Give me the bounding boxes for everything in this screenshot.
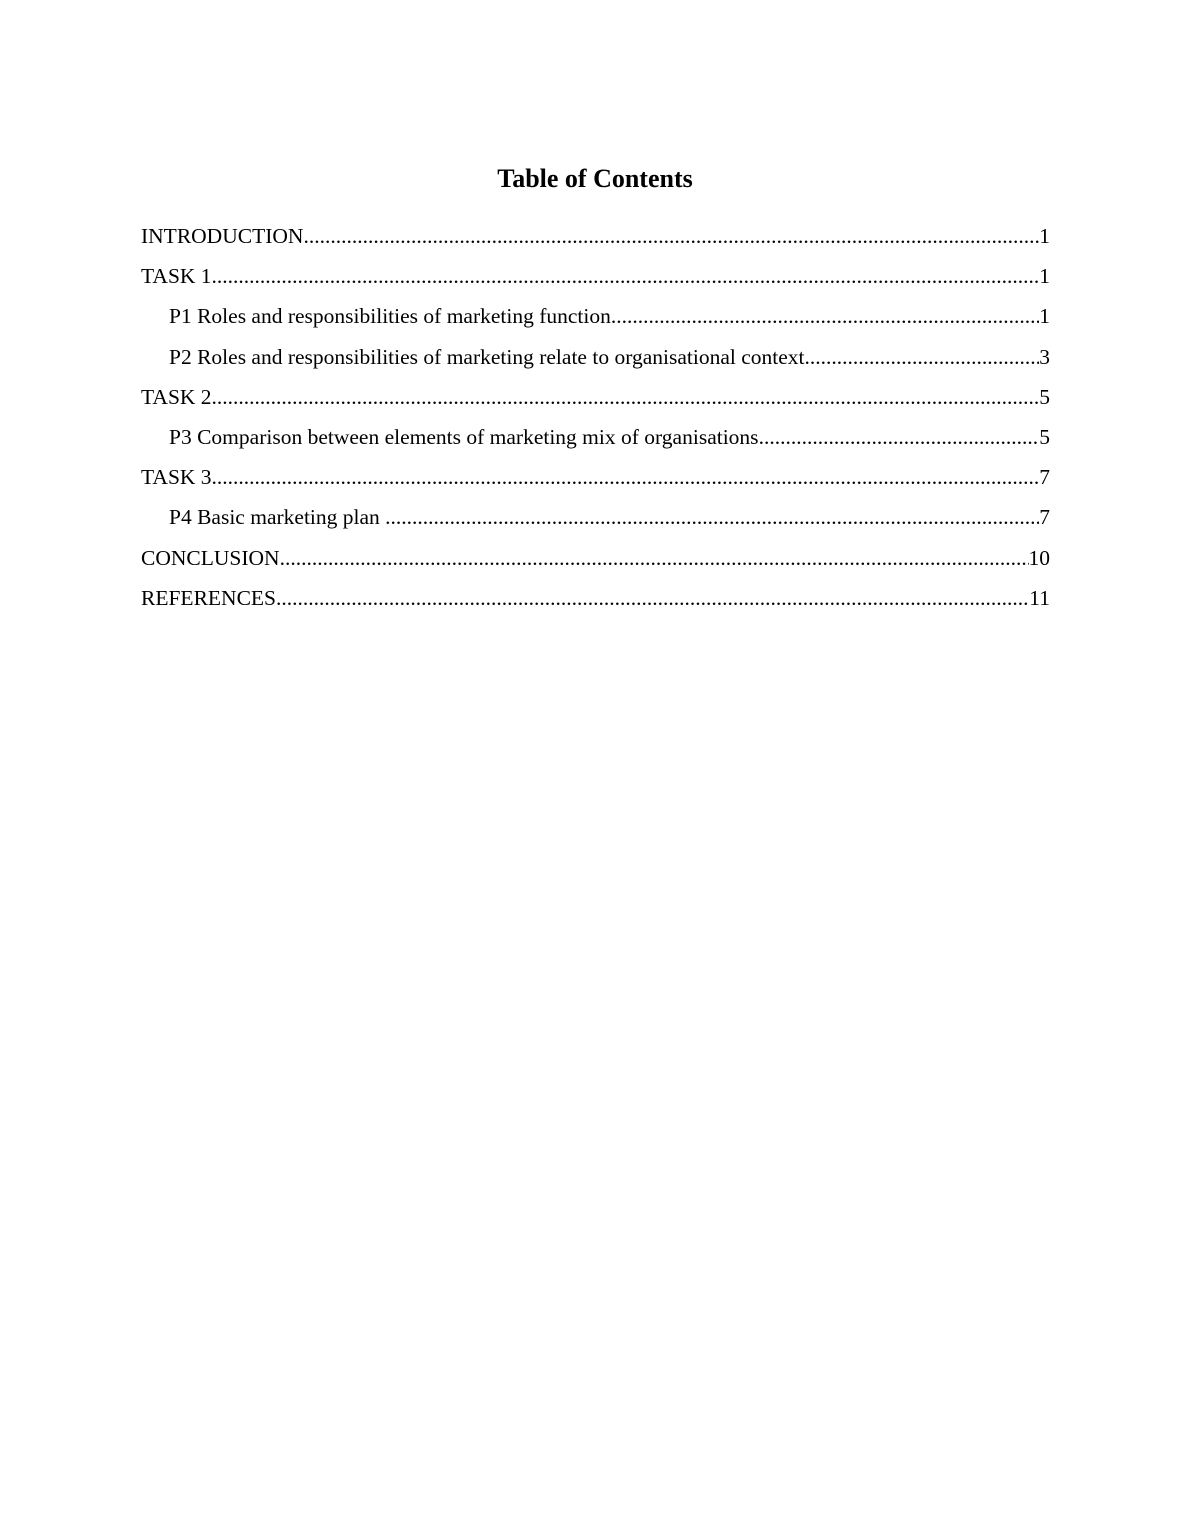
toc-entry-label: TASK 1 [141,264,212,289]
toc-page-number: 3 [1039,344,1050,369]
toc-entry-label: REFERENCES [141,585,276,610]
toc-dot-leader [611,300,1039,332]
toc-entry-conclusion[interactable] [141,542,1050,582]
toc-entry-p1[interactable] [141,300,1050,340]
toc-page-number: 10 [1028,545,1050,570]
toc-page-number: 11 [1029,585,1050,610]
toc-entry-p4[interactable] [141,501,1050,541]
toc-dot-leader [212,260,1040,292]
toc-dot-leader [212,381,1040,413]
toc-page-number: 5 [1039,384,1050,409]
toc-entry-label: P1 Roles and responsibilities of marketing function [169,304,611,329]
toc-page-number: 1 [1039,224,1050,248]
toc-dot-leader [805,341,1040,373]
toc-entry-label: TASK 2 [141,384,212,409]
toc-page-number: 1 [1039,264,1050,289]
toc-entry-label: P4 Basic marketing plan [169,505,386,530]
toc-entry-task-3[interactable] [141,461,1050,501]
toc-page-number: 1 [1039,304,1050,329]
toc-entry-label: CONCLUSION [141,545,280,570]
toc-dot-leader [276,582,1029,614]
toc-dot-leader [212,461,1040,493]
toc-list [141,220,1050,622]
toc-entry-label: INTRODUCTION [141,224,304,248]
toc-page-number: 7 [1039,505,1050,530]
toc-entry-p2[interactable] [141,341,1050,381]
toc-entry-label: P2 Roles and responsibilities of marketing relate to organisational context [169,344,805,369]
toc-entry-references[interactable] [141,582,1050,622]
toc-dot-leader [385,501,1039,533]
toc-dot-leader [303,220,1039,252]
toc-page-number: 7 [1039,465,1050,490]
toc-entry-label: P3 Comparison between elements of marketing mix of organisations [169,424,759,449]
toc-entry-task-2[interactable] [141,381,1050,421]
toc-entry-label: TASK 3 [141,465,212,490]
toc-entry-p3[interactable] [141,421,1050,461]
toc-dot-leader [759,421,1040,453]
toc-entry-introduction[interactable] [141,220,1050,260]
toc-page-number: 5 [1039,424,1050,449]
toc-entry-task-1[interactable] [141,260,1050,300]
toc-title: Table of Contents [497,164,693,193]
toc-dot-leader [280,542,1029,574]
